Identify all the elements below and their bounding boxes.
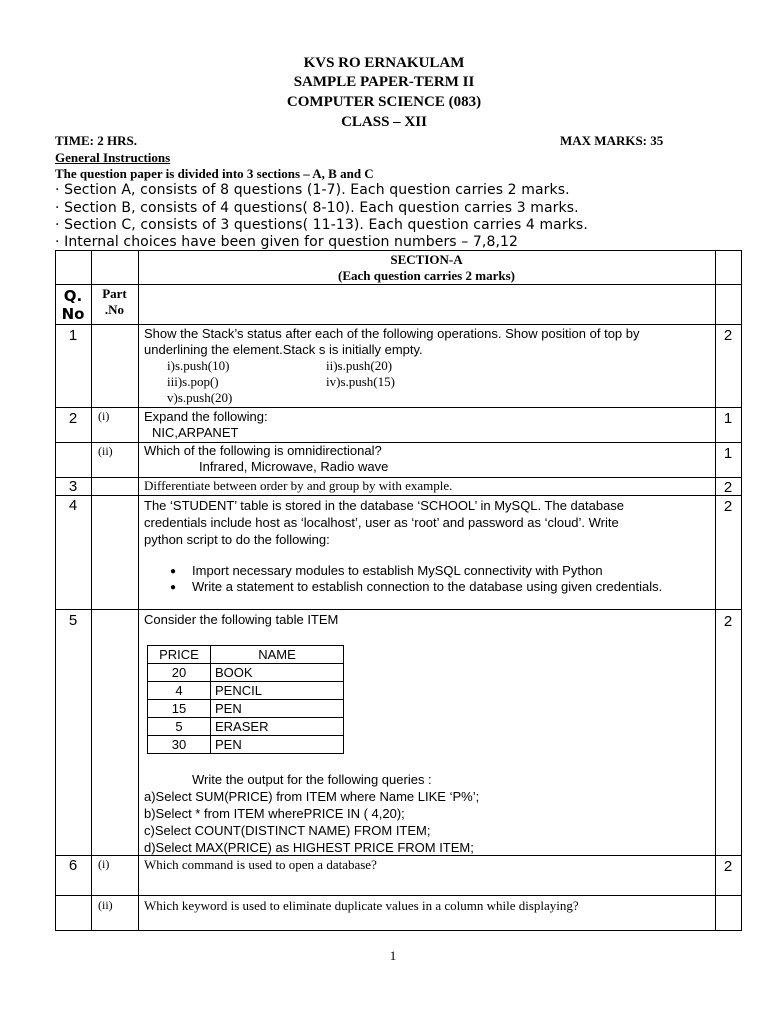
query-d: d)Select MAX(PRICE) as HIGHEST PRICE FROM ITEM; [144, 840, 474, 855]
time-label: TIME: 2 HRS. [55, 133, 137, 148]
instruction-item: · Section B, consists of 4 questions( 8-10). Each question carries 3 marks. [55, 200, 579, 216]
table-cell: 15 [148, 700, 211, 718]
question-number: 1 [68, 327, 78, 344]
stack-operation: v)s.push(20) [167, 390, 233, 405]
instructions-heading: General Instructions [55, 150, 171, 165]
question-text: The ‘STUDENT’ table is stored in the database ‘SCHOOL’ in MySQL. The database [144, 498, 625, 513]
question-text: Differentiate between order by and group by with example. [144, 478, 453, 493]
table-cell: PEN [211, 700, 344, 718]
question-text: Which keyword is used to eliminate duplicate values in a column while displaying? [144, 898, 579, 913]
stack-operation: ii)s.push(20) [326, 358, 393, 373]
section-subtitle: (Each question carries 2 marks) [338, 268, 515, 283]
bullet-icon: ● [170, 582, 177, 593]
page-number: 1 [389, 948, 397, 963]
table-header-row [148, 646, 344, 664]
question-text: underlining the element.Stack s is initially empty. [144, 342, 423, 357]
question-number: 6 [68, 857, 78, 874]
question-number: 3 [68, 478, 78, 495]
question-text: Write a statement to establish connection to the database using given credentials. [192, 579, 663, 594]
question-text: Expand the following: [144, 409, 268, 424]
question-text: Which command is used to open a database? [144, 857, 377, 872]
marks: 2 [723, 613, 733, 630]
part-number: (ii) [98, 444, 113, 458]
column-header: PRICE [148, 646, 211, 664]
question-text: Infrared, Microwave, Radio wave [199, 459, 389, 474]
instruction-item: · Section C, consists of 3 questions( 11-13). Each question carries 4 marks. [55, 217, 588, 233]
stack-operation: i)s.push(10) [167, 358, 230, 373]
stack-operation: iii)s.pop() [167, 374, 219, 389]
stack-operation: iv)s.push(15) [326, 374, 395, 389]
query-a: a)Select SUM(PRICE) from ITEM where Name LIKE ‘P%’; [144, 789, 480, 804]
table-cell: 20 [148, 664, 211, 682]
marks: 2 [723, 479, 733, 496]
table-cell: BOOK [211, 664, 344, 682]
question-number: 5 [68, 612, 78, 629]
table-row [148, 664, 344, 682]
class-title: CLASS – XII [341, 114, 427, 130]
instruction-item: · Internal choices have been given for question numbers – 7,8,12 [55, 234, 519, 250]
marks: 1 [723, 410, 733, 427]
part-number: (ii) [98, 898, 113, 912]
marks: 2 [723, 498, 733, 515]
question-text: NIC,ARPANET [152, 425, 239, 440]
question-text: Import necessary modules to establish MySQL connectivity with Python [192, 563, 603, 578]
qno-header-2: No [61, 305, 85, 323]
school-title: KVS RO ERNAKULAM [303, 55, 465, 71]
question-text: credentials include host as ‘localhost’, user as ‘root’ and password as ‘cloud’. Write [144, 515, 619, 530]
table-row [148, 700, 344, 718]
part-number: (i) [98, 409, 110, 423]
question-number: 2 [68, 410, 78, 427]
instructions-intro: The question paper is divided into 3 sections – A, B and C [55, 166, 374, 181]
max-marks-label: MAX MARKS: 35 [560, 133, 664, 148]
marks: 1 [723, 445, 733, 462]
qno-header: Q. [63, 287, 83, 305]
section-title: SECTION-A [390, 252, 463, 267]
part-number: (i) [98, 857, 110, 871]
item-table [147, 645, 344, 754]
question-text: Which of the following is omnidirectional? [144, 443, 382, 458]
table-row [148, 682, 344, 700]
query-b: b)Select * from ITEM wherePRICE IN ( 4,20); [144, 806, 405, 821]
question-text: Consider the following table ITEM [144, 612, 339, 627]
table-cell: PENCIL [211, 682, 344, 700]
marks: 2 [723, 327, 733, 344]
column-header: NAME [211, 646, 344, 664]
question-number: 4 [68, 497, 78, 514]
table-row [148, 718, 344, 736]
table-cell: 5 [148, 718, 211, 736]
bullet-icon: ● [170, 566, 177, 577]
question-text: python script to do the following: [144, 532, 330, 547]
paper-title: SAMPLE PAPER-TERM II [293, 74, 475, 90]
instruction-item: · Section A, consists of 8 questions (1-7). Each question carries 2 marks. [55, 182, 570, 198]
table-cell: 30 [148, 736, 211, 754]
question-text: Write the output for the following queries : [192, 772, 432, 787]
table-row [148, 736, 344, 754]
marks: 2 [723, 858, 733, 875]
table-cell: ERASER [211, 718, 344, 736]
part-header: Part [102, 286, 127, 301]
table-cell: 4 [148, 682, 211, 700]
part-header-2: .No [104, 302, 125, 317]
table-cell: PEN [211, 736, 344, 754]
question-text: Show the Stack’s status after each of the following operations. Show position of top by [144, 326, 640, 341]
query-c: c)Select COUNT(DISTINCT NAME) FROM ITEM; [144, 823, 431, 838]
subject-title: COMPUTER SCIENCE (083) [286, 94, 482, 110]
